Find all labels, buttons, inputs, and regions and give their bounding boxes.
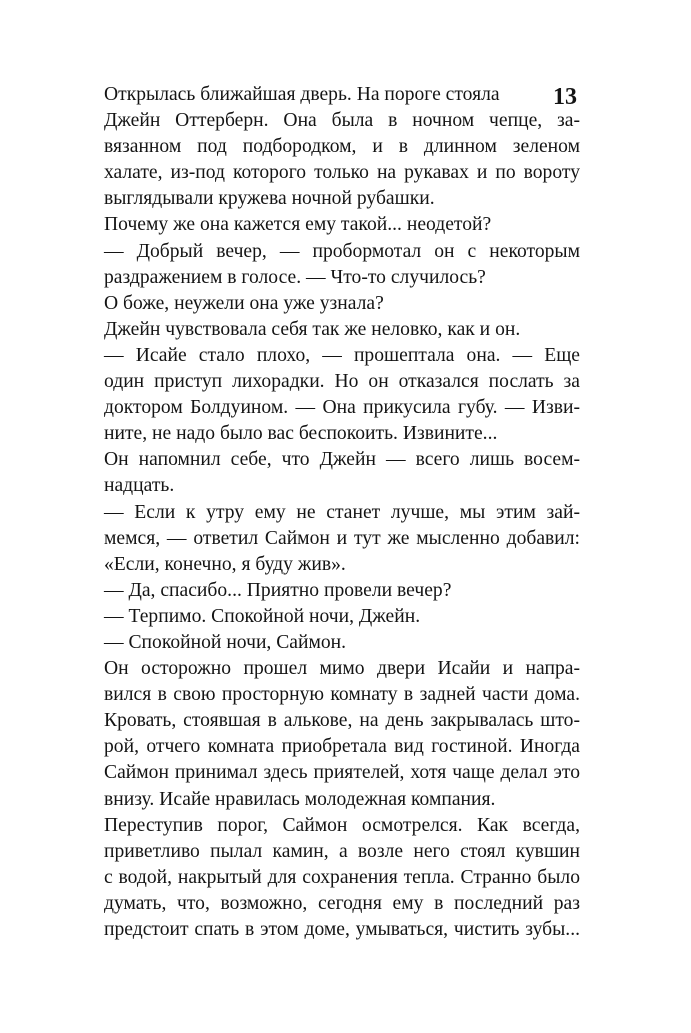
paragraph (104, 212, 580, 238)
paragraph (104, 630, 580, 656)
paragraph (104, 291, 580, 317)
text-line: — Терпимо. Спокойной ночи, Джейн. (104, 605, 421, 627)
text-line: доктором Болдуином. — Она прикусила губу. — Изви- (104, 397, 580, 419)
text-line: — Добрый вечер, — пробормотал он с некоторым (104, 240, 580, 262)
paragraph (104, 813, 580, 943)
text-line: вязанном под подбородком, и в длинном зеленом (104, 136, 580, 158)
paragraph (104, 656, 580, 813)
text-line: Переступив порог, Саймон осмотрелся. Как всегда, (104, 814, 580, 836)
text-line: Открылась ближайшая дверь. На пороге стояла (104, 84, 500, 105)
text-line: Саймон принимал здесь приятелей, хотя чаще делал это (104, 762, 580, 784)
text-line: Он осторожно прошел мимо двери Исайи и напра- (104, 658, 580, 680)
text-line: «Если, конечно, я буду жив». (104, 553, 346, 575)
text-line: — Да, спасибо... Приятно провели вечер? (104, 579, 452, 601)
paragraph (104, 604, 580, 630)
text-line: предстоит спать в этом доме, умываться, чистить зубы... (104, 919, 580, 940)
text-line: — Спокойной ночи, Саймон. (104, 631, 347, 653)
paragraph (104, 500, 580, 578)
text-line: внизу. Исайе нравилась молодежная компания. (104, 788, 496, 810)
text-line: — Исайе стало плохо, — прошептала она. — Еще (104, 344, 580, 366)
text-line: О боже, неужели она уже узнала? (104, 292, 384, 314)
paragraph (104, 239, 580, 291)
paragraph (104, 317, 580, 343)
text-line: Кровать, стоявшая в алькове, на день закрывалась што- (104, 710, 580, 732)
text-line: — Если к утру ему не станет лучше, мы этим зай- (104, 501, 580, 523)
text-line: вился в свою просторную комнату в задней части дома. (104, 684, 580, 706)
text-line: Он напомнил себе, что Джейн — всего лишь восем- (104, 449, 580, 471)
text-line: с водой, накрытый для сохранения тепла. Странно было (104, 866, 580, 888)
text-line: надцать. (104, 475, 175, 497)
text-line: рой, отчего комната приобретала вид гостиной. Иногда (104, 736, 580, 758)
text-line: выглядывали кружева ночной рубашки. (104, 188, 435, 210)
text-line: думать, что, возможно, сегодня ему в последний раз (104, 892, 580, 914)
page-text (104, 82, 580, 943)
paragraph (104, 447, 580, 499)
text-line: ните, не надо было вас беспокоить. Извините... (104, 423, 498, 445)
text-line: один приступ лихорадки. Но он отказался послать за (104, 371, 580, 393)
paragraph (104, 82, 580, 212)
text-line: Джейн чувствовала себя так же неловко, как и он. (104, 318, 521, 340)
text-line: халате, из-под которого только на рукавах и по вороту (104, 162, 580, 184)
text-line: Джейн Оттерберн. Она была в ночном чепце, за- (104, 110, 580, 132)
page-number: 13 (553, 84, 577, 110)
text-line: раздражением в голосе. — Что-то случилось? (104, 266, 486, 288)
text-line: приветливо пылал камин, а возле него стоял кувшин (104, 840, 580, 862)
text-line: Почему же она кажется ему такой... неодетой? (104, 214, 492, 236)
paragraph (104, 578, 580, 604)
paragraph (104, 343, 580, 447)
text-line: мемся, — ответил Саймон и тут же мысленно добавил: (104, 527, 580, 549)
